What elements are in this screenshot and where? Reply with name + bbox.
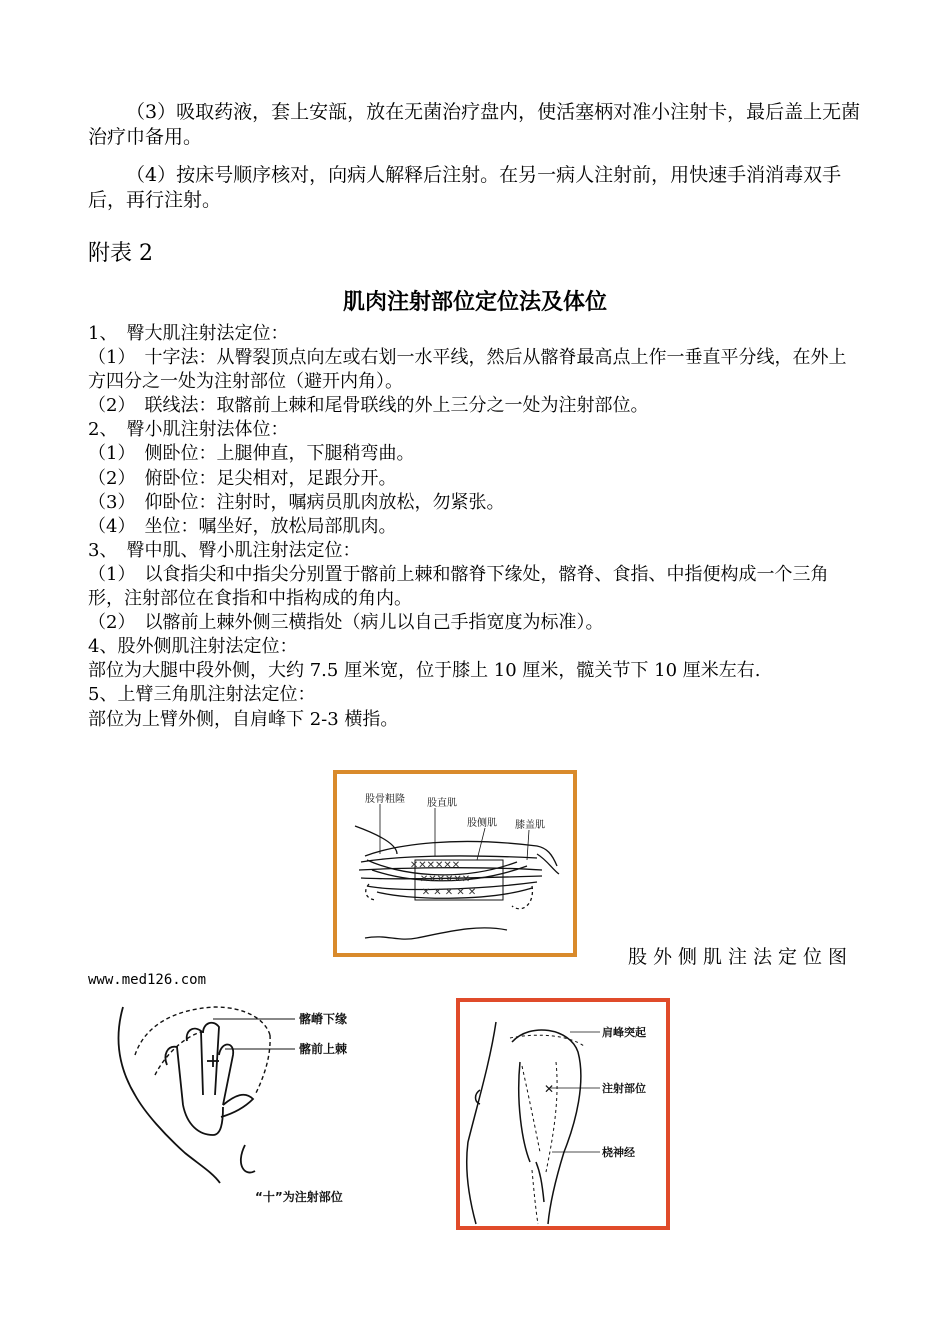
list-item: 2、 臀小肌注射法体位： (88, 419, 289, 441)
list-item: 1、 臀大肌注射法定位： (88, 323, 289, 344)
injection-mark: ✕✕✕✕✕✕ (419, 874, 471, 885)
injection-mark: ✕ ✕ ✕ ✕ ✕ (421, 887, 477, 898)
figure2-label: 髂嵴下缘 (299, 1012, 348, 1026)
figure3-label: 肩峰突起 (602, 1026, 646, 1039)
list-item: 3、 臀中肌、臀小肌注射法定位： (88, 539, 361, 561)
watermark-text: www.med126.com (88, 972, 207, 988)
thigh-muscle-illustration (337, 774, 573, 953)
section-title: 肌肉注射部位定位法及体位 (342, 290, 607, 315)
list-item: （1） 侧卧位：上腿伸直，下腿稍弯曲。 (88, 443, 415, 465)
list-item: （2） 以髂前上棘外侧三横指处（病儿以自己手指宽度为标准）。 (88, 612, 604, 634)
deltoid-illustration (460, 1002, 666, 1226)
figure2-caption: “十”为注射部位 (255, 1190, 343, 1204)
hand-position-figure (95, 995, 395, 1215)
figure1-label: 股骨粗隆 (365, 794, 405, 805)
paragraph-step-4: （4）按床号顺序核对，向病人解释后注射。在另一病人注射前，用快速手消消毒双手后，再行注射。 (88, 164, 842, 211)
list-item: 部位为上臂外侧，自肩峰下 2-3 横指。 (88, 708, 399, 730)
list-item: （2） 联线法：取髂前上棘和尾骨联线的外上三分之一处为注射部位。 (88, 395, 649, 417)
appendix-label: 附表 2 (88, 241, 153, 266)
figure1-label: 膝盖肌 (515, 820, 545, 831)
figure3-label: 注射部位 (602, 1082, 646, 1095)
injection-mark: ✕ (544, 1082, 555, 1096)
figure1-label: 股直肌 (427, 798, 457, 809)
list-item: （3） 仰卧位：注射时，嘱病员肌肉放松，勿紧张。 (88, 491, 505, 513)
list-item: （4） 坐位：嘱坐好，放松局部肌肉。 (88, 515, 397, 537)
paragraph-step-3: （3）吸取药液，套上安瓿，放在无菌治疗盘内，使活塞柄对准小注射卡，最后盖上无菌治疗巾备用。 (88, 101, 861, 148)
list-item: （1） 以食指尖和中指尖分别置于髂前上棘和髂脊下缘处，髂脊、食指、中指便构成一个三角形，注射部位在食指和中指构成的角内。 (88, 563, 829, 610)
list-item: 4、股外侧肌注射法定位： (88, 636, 298, 658)
figure2-label: 髂前上棘 (299, 1042, 348, 1056)
list-item: 部位为大腿中段外侧，大约 7.5 厘米宽，位于膝上 10 厘米，髋关节下 10 厘米左右. (88, 660, 761, 682)
list-item: （2） 俯卧位：足尖相对，足跟分开。 (88, 467, 397, 489)
figure1-label: 股侧肌 (467, 818, 497, 829)
deltoid-figure (456, 998, 670, 1230)
figure1-caption: 股外侧肌注法定位图 (628, 946, 854, 968)
figure3-label: 桡神经 (602, 1146, 635, 1159)
thigh-muscle-figure (333, 770, 577, 957)
injection-mark: ✕✕✕✕✕✕ (409, 860, 461, 871)
list-item: （1） 十字法：从臀裂顶点向左或右划一水平线，然后从髂脊最高点上作一垂直平分线，在外上方四分之一处为注射部位（避开内角）。 (88, 347, 847, 393)
instruction-list (88, 322, 863, 732)
hand-position-illustration (95, 995, 395, 1215)
list-item: 5、上臂三角肌注射法定位： (88, 684, 316, 706)
